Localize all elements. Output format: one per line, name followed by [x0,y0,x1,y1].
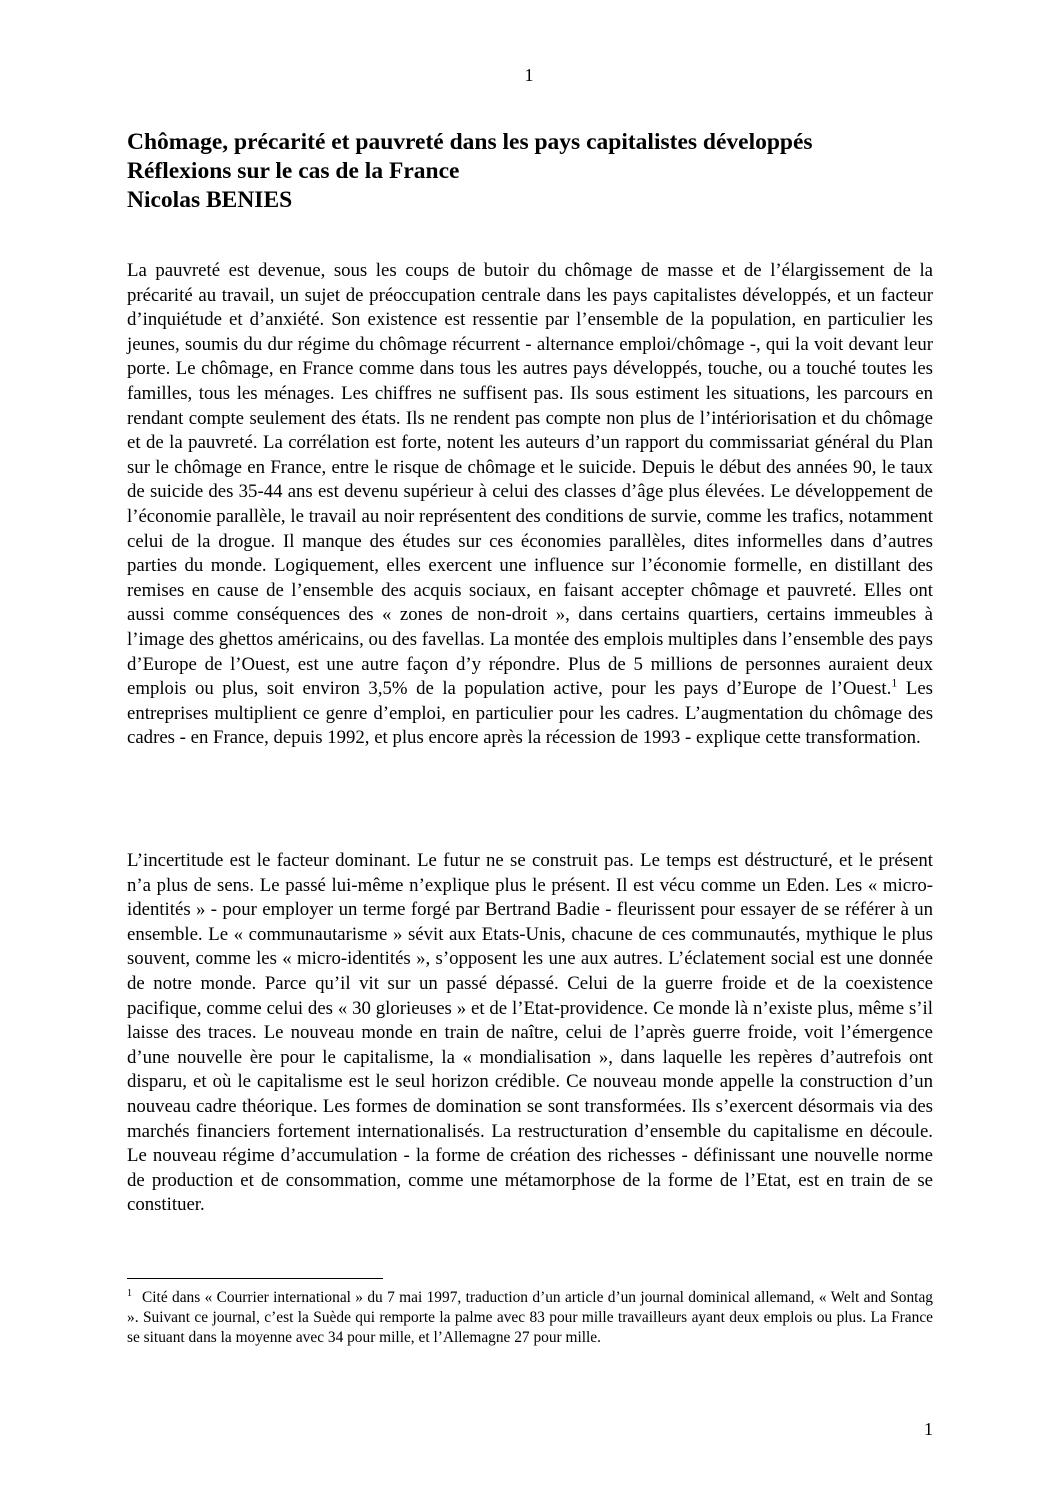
body-paragraph-1 [127,259,933,751]
footnote-number: 1 [127,1287,132,1299]
author-name: Nicolas BENIES [127,187,293,213]
body-paragraph-2: L’incertitude est le facteur dominant. Le futur ne se construit pas. Le temps est déstructuré, et le présent n’a plus de sens. Le passé lui-même n’explique plus le présent. Il est vécu comme un Eden. Les « micro-identités » - pour employer un terme forgé par Bertrand Badie - fleurissent pour essayer de se référer à un ensemble. Le « communautarisme » sévit aux Etats-Unis, chacune de ces communautés, mythique le plus souvent, comme les « micro-identités », s’opposent les une aux autres. L’éclatement social est une donnée de notre monde. Parce qu’il vit sur un passé dépassé. Celui de la guerre froide et de la coexistence pacifique, comme celui des « 30 glorieuses » et de l’Etat-providence. Ce monde là n’existe plus, même s’il laisse des traces. Le nouveau monde en train de naître, celui de l’après guerre froide, voit l’émergence d’une nouvelle ère pour le capitalisme, la « mondialisation », dans laquelle les repères d’autrefois ont disparu, et où le capitalisme est le seul horizon crédible. Ce nouveau monde appelle la construction d’un nouveau cadre théorique. Les formes de domination se sont transformées. Ils s’exercent désormais via des marchés financiers fortement internationalisés. La restructuration d’ensemble du capitalisme en découle. Le nouveau régime d’accumulation - la forme de création des richesses - définissant une nouvelle norme de production et de consommation, comme une métamorphose de la forme de l’Etat, est en train de se constituer. [127,850,933,1216]
page-number-top: 1 [524,65,534,85]
footnote-separator [127,1278,383,1279]
title-line-main: Chômage, précarité et pauvreté dans les pays capitalistes développés [127,129,813,155]
page-number-bottom: 1 [924,1419,933,1439]
footnote-1 [127,1288,933,1347]
title-line-subtitle: Réflexions sur le cas de la France [127,158,460,184]
paragraph-1-text-a: La pauvreté est devenue, sous les coups de butoir du chômage de masse et de l’élargissement de la précarité au travail, un sujet de préoccupation centrale dans les pays capitalistes développés, et un facteur d’inquiétude et d’anxiété. Son existence est ressentie par l’ensemble de la population, en particulier les jeunes, soumis du dur régime du chômage récurrent - alternance emploi/chômage -, qui la voit devant leur porte. Le chômage, en France comme dans tous les autres pays développés, touche, ou a touché toutes les familles, tous les ménages. Les chiffres ne suffisent pas. Ils sous estiment les situations, les parcours en rendant compte seulement des états. Ils ne rendent pas compte non plus de l’intériorisation et du chômage et de la pauvreté. La corrélation est forte, notent les auteurs d’un rapport du commissariat général du Plan sur le chômage en France, entre le risque de chômage et le suicide. Depuis le début des années 90, le taux de suicide des 35-44 ans est devenu supérieur à celui des classes d’âge plus élevées. Le développement de l’économie parallèle, le travail au noir représentent des conditions de survie, comme les trafics, notamment celui de la drogue. Il manque des études sur ces économies parallèles, dites informelles dans d’autres parties du monde. Logiquement, elles exercent une influence sur l’économie formelle, en distillant des remises en cause de l’ensemble des acquis sociaux, en faisant accepter chômage et pauvreté. Elles ont aussi comme conséquences des « zones de non-droit », dans certains quartiers, certains immeubles à l’image des ghettos américains, ou des favellas. La montée des emplois multiples dans l’ensemble des pays d’Europe de l’Ouest, est une autre façon d’y répondre. Plus de 5 millions de personnes auraient deux emplois ou plus, soit environ 3,5% de la population active, pour les pays d’Europe de l’Ouest. [127,260,933,700]
paragraph-1-text-b: Les entreprises multiplient ce genre d’emploi, en particulier pour les cadres. L’augmentation du chômage des cadres - en France, depuis 1992, et plus encore après la récession de 1993 - explique cette transformation. [127,678,933,749]
footnote-reference[interactable]: 1 [891,675,898,690]
footnote-text: Cité dans « Courrier international » du 7 mai 1997, traduction d’un article d’un journal dominical allemand, « Welt and Sontag ». Suivant ce journal, c’est la Suède qui remporte la palme avec 83 pour mille travailleurs ayant deux emplois ou plus. La France se situant dans la moyenne avec 34 pour mille, et l’Allemagne 27 pour mille. [127,1289,933,1346]
document-title [127,128,947,215]
